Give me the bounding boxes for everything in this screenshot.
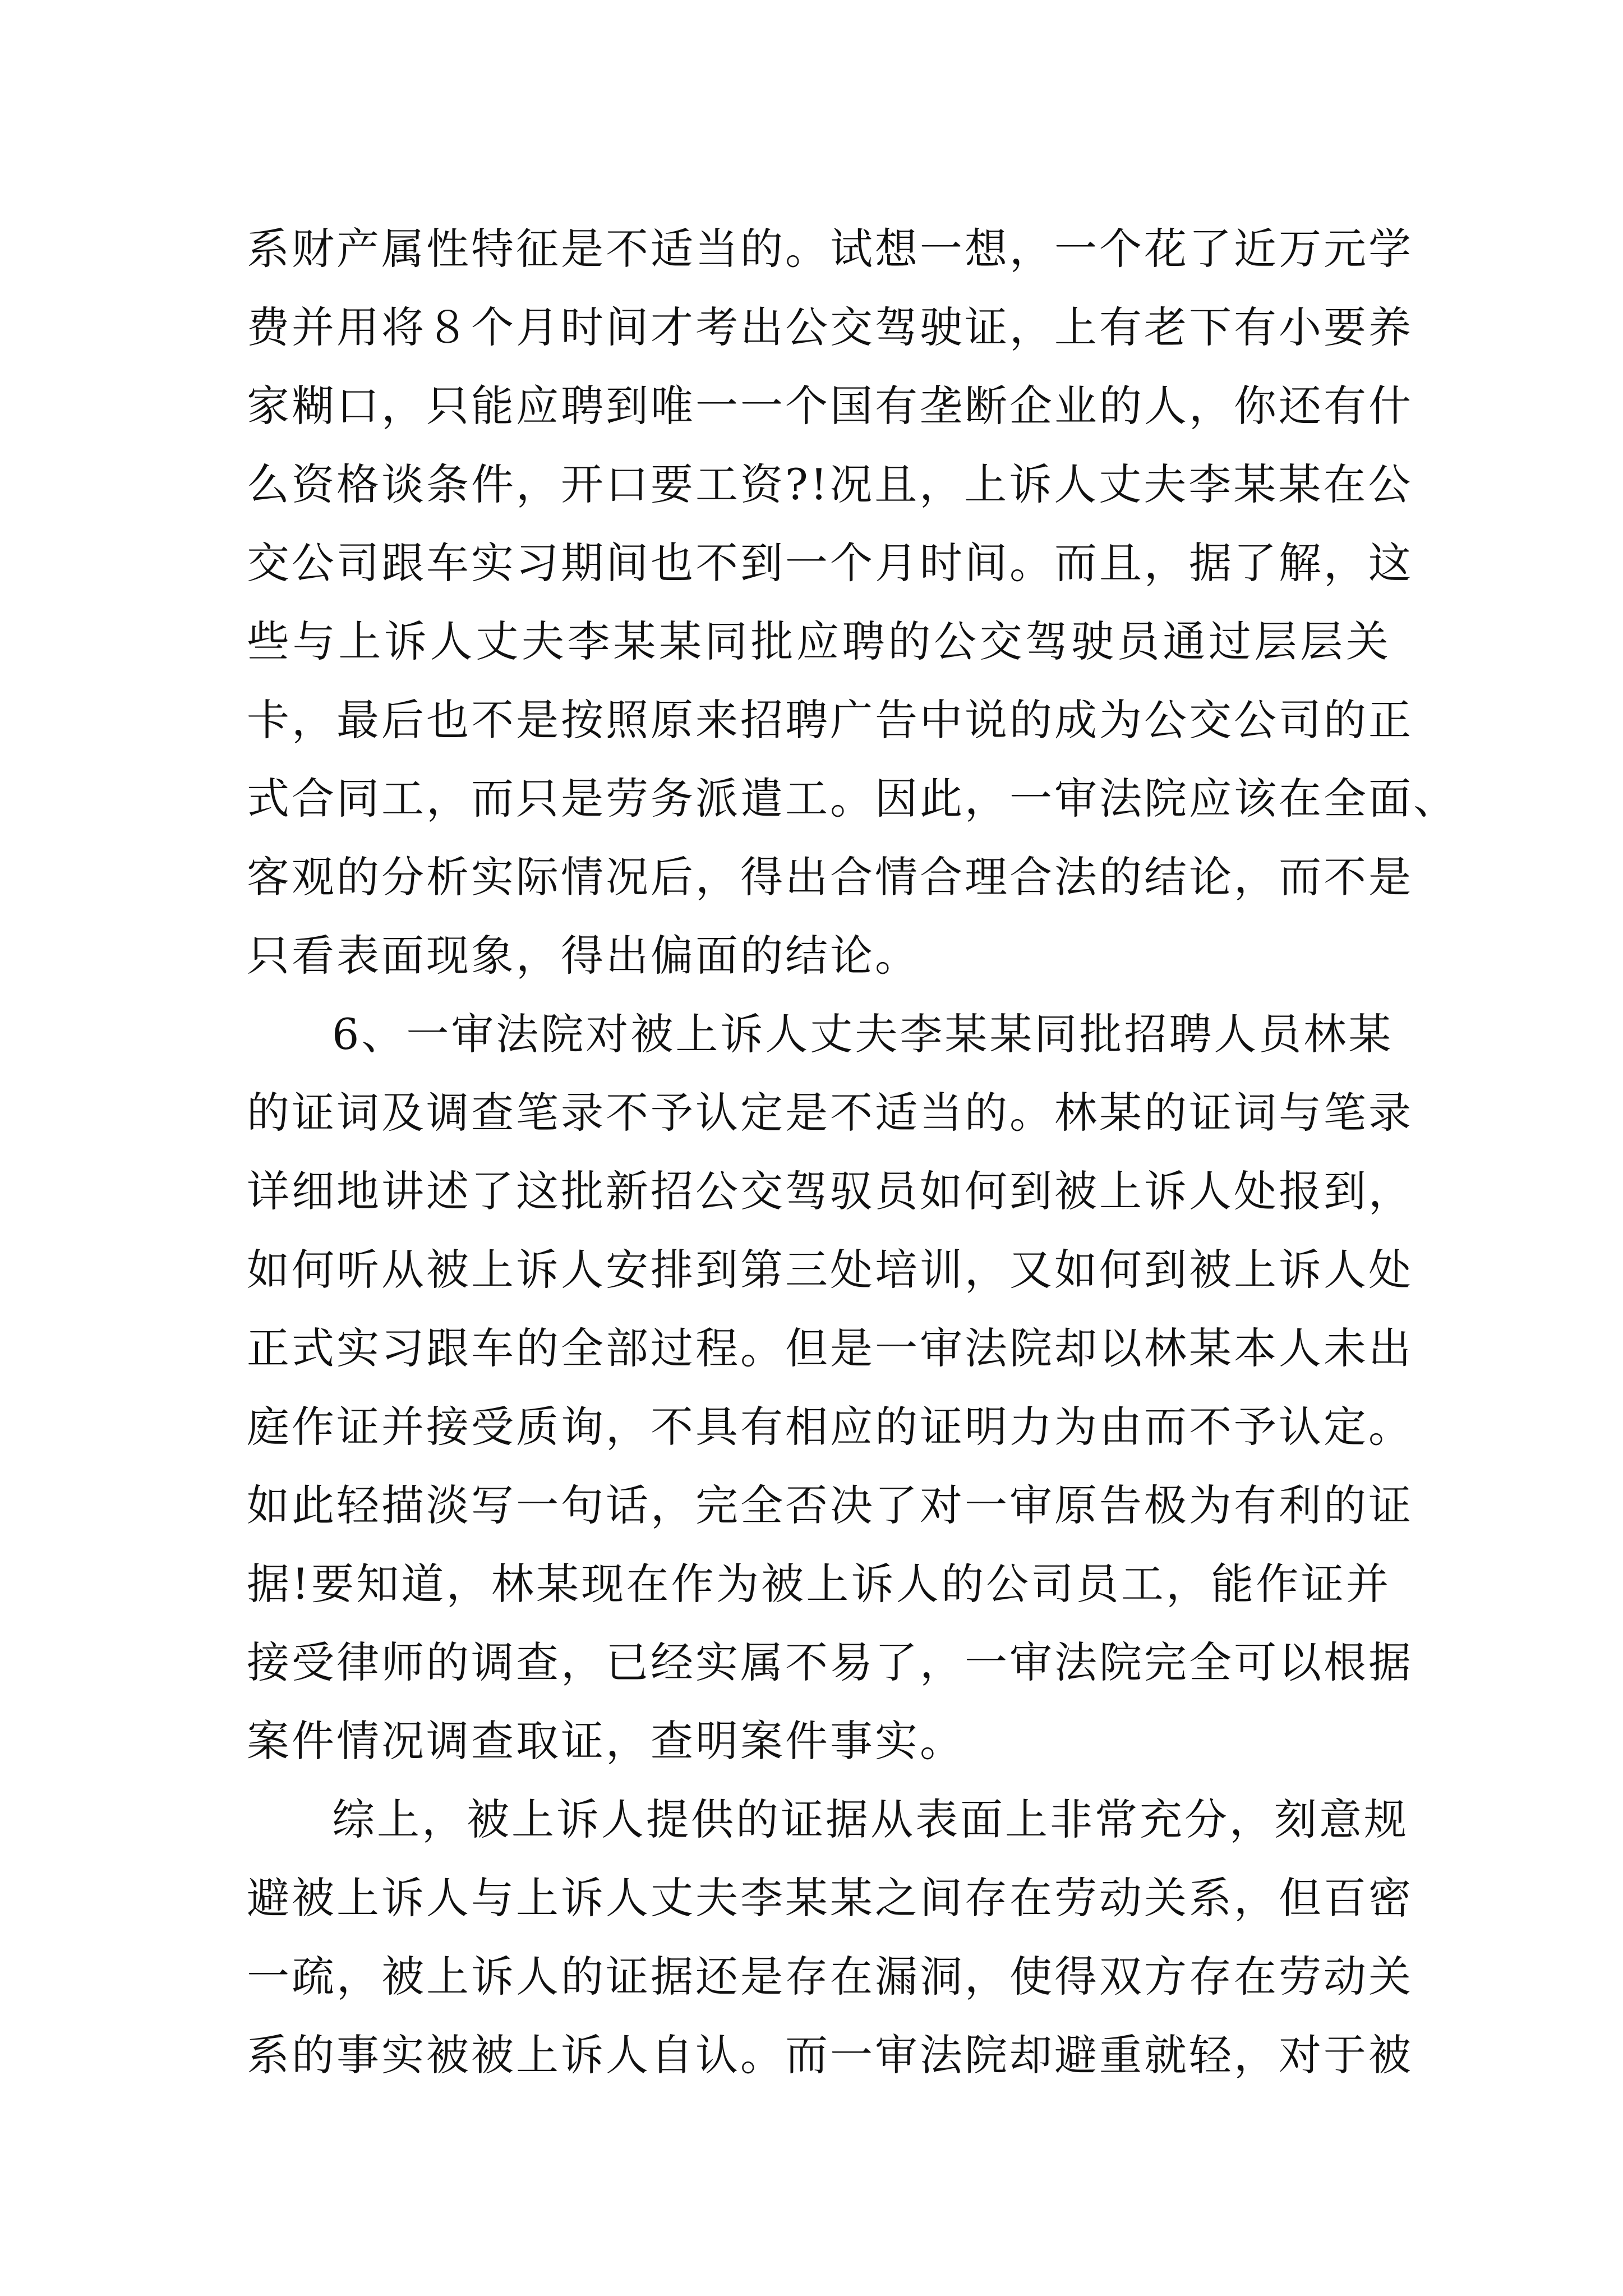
text-line: 交公司跟车实习期间也不到一个月时间。而且，据了解，这 [247, 538, 1413, 588]
text-line: 案件情况调查取证，查明案件事实。 [247, 1716, 965, 1766]
text-line: 据!要知道，林某现在作为被上诉人的公司员工，能作证并 [247, 1559, 1391, 1609]
text-line: 综上，被上诉人提供的证据从表面上非常充分，刻意规 [332, 1795, 1409, 1844]
body-text [247, 210, 1458, 2095]
text-line: 家糊口，只能应聘到唯一一个国有垄断企业的人，你还有什 [247, 381, 1413, 431]
text-line: 如此轻描淡写一句话，完全否决了对一审原告极为有利的证 [247, 1480, 1413, 1530]
paragraph-1 [247, 210, 1458, 995]
text-line: 式合同工，而只是劳务派遣工。因此，一审法院应该在全面、 [247, 774, 1458, 823]
text-line: 如何听从被上诉人安排到第三处培训，又如何到被上诉人处 [247, 1245, 1413, 1295]
text-line: 6、一审法院对被上诉人丈夫李某某同批招聘人员林某 [332, 1009, 1394, 1059]
text-line: 只看表面现象，得出偏面的结论。 [247, 931, 920, 981]
text-line: 么资格谈条件，开口要工资?!况且，上诉人丈夫李某某在公 [247, 459, 1413, 509]
text-line: 费并用将８个月时间才考出公交驾驶证，上有老下有小要养 [247, 302, 1413, 352]
text-line: 的证词及调查笔录不予认定是不适当的。林某的证词与笔录 [247, 1088, 1413, 1138]
text-line: 一疏，被上诉人的证据还是存在漏洞，使得双方存在劳动关 [247, 1952, 1413, 2001]
text-line: 些与上诉人丈夫李某某同批应聘的公交驾驶员通过层层关 [247, 616, 1391, 666]
text-line: 客观的分析实际情况后，得出合情合理合法的结论，而不是 [247, 852, 1413, 902]
text-line: 接受律师的调查，已经实属不易了，一审法院完全可以根据 [247, 1637, 1413, 1687]
text-line: 避被上诉人与上诉人丈夫李某某之间存在劳动关系，但百密 [247, 1873, 1413, 1923]
paragraph-3 [247, 1780, 1413, 2095]
text-line: 系财产属性特征是不适当的。试想一想，一个花了近万元学 [247, 224, 1413, 274]
text-line: 正式实习跟车的全部过程。但是一审法院却以林某本人未出 [247, 1323, 1413, 1373]
text-line: 庭作证并接受质询，不具有相应的证明力为由而不予认定。 [247, 1402, 1413, 1452]
paragraph-2 [247, 995, 1413, 1780]
text-line: 系的事实被被上诉人自认。而一审法院却避重就轻，对于被 [247, 2030, 1413, 2080]
text-line: 详细地讲述了这批新招公交驾驭员如何到被上诉人处报到， [247, 1166, 1413, 1216]
text-line: 卡，最后也不是按照原来招聘广告中说的成为公交公司的正 [247, 695, 1413, 745]
